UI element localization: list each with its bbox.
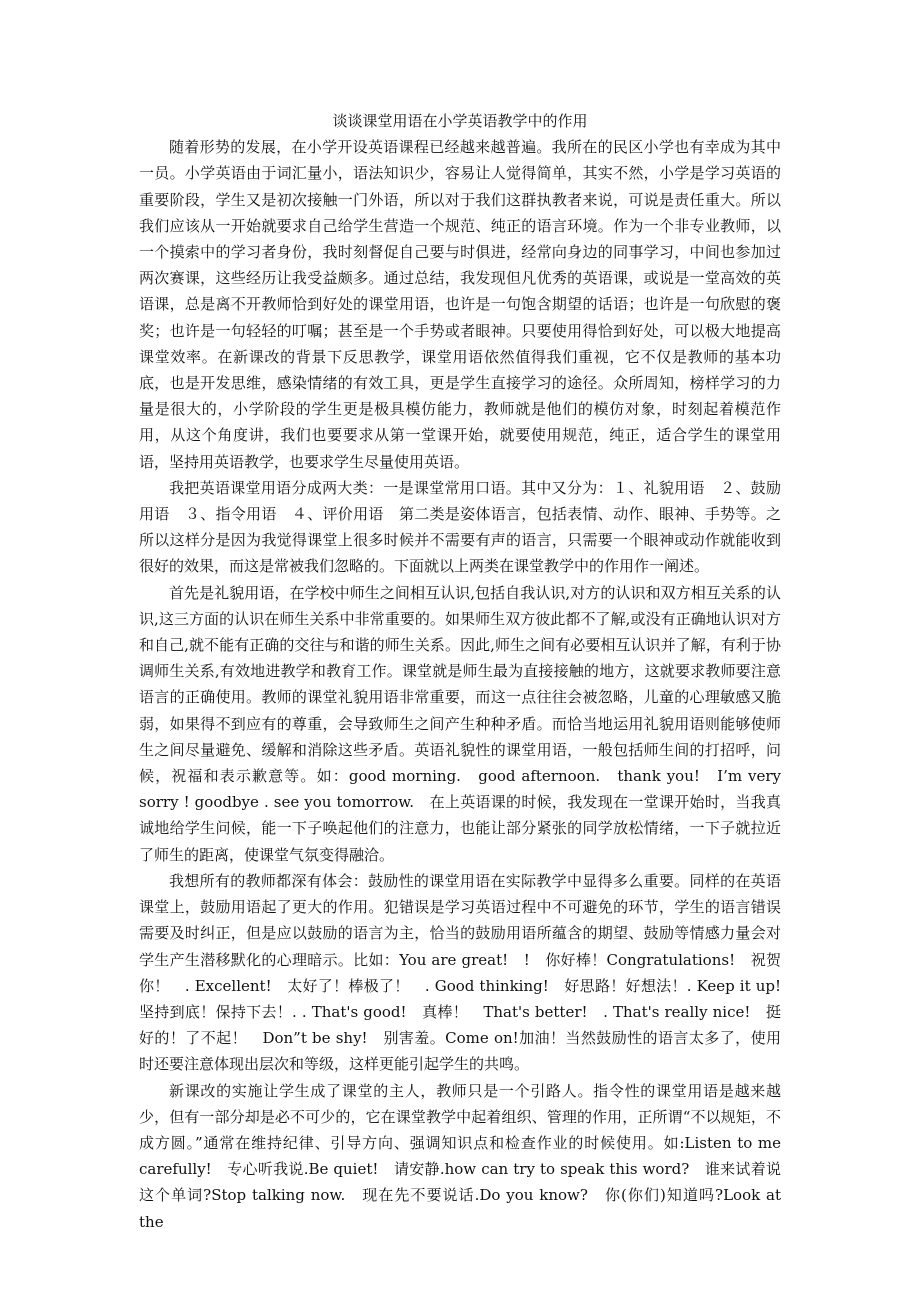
paragraph-instructions: 新课改的实施让学生成了课堂的主人，教师只是一个引路人。指令性的课堂用语是越来越少，但有一部分却是必不可少的，它在课堂教学中起着组织、管理的作用，正所谓“不以规矩，不成方圆。”通常在维持纪律、引导方向、强调知识点和检查作业的时候使用。如:Listen to me carefully! 专心听我说.Be quiet! 请安静.how can try to speak this word? 谁来试着说这个单词?Stop talking now. 现在先不要说话.Do you know? 你(你们)知道吗?Look at the [139, 1081, 781, 1231]
document-title: 谈谈课堂用语在小学英语教学中的作用 [332, 112, 588, 130]
paragraph-encouragement: 我想所有的教师都深有体会：鼓励性的课堂用语在实际教学中显得多么重要。同样的在英语课堂上，鼓励用语起了更大的作用。犯错误是学习英语过程中不可避免的环节，学生的语言错误需要及时纠正，但是应以鼓励的语言为主，恰当的鼓励用语所蕴含的期望、鼓励等情感力量会对学生产生潜移默化的心理暗示。比如：You are great! ! 你好棒！Congratulations! 祝贺你！ . Excellent! 太好了！棒极了！ . Good thinking! 好思路！好想法！. Keep it up!坚持到底！保持下去！. . That's good! 真棒！ That's better! . That's really nice! 挺好的！了不起！ Don”t be shy! 别害羞。Come on!加油！当然鼓励性的语言太多了，使用时还要注意体现出层次和等级，这样更能引起学生的共鸣。 [139, 871, 781, 1074]
document-page [139, 108, 781, 1235]
paragraph-polite-language: 首先是礼貌用语，在学校中师生之间相互认识,包括自我认识,对方的认识和双方相互关系的认识,这三方面的认识在师生关系中非常重要的。如果师生双方彼此都不了解,或没有正确地认识对方和自己,就不能有正确的交往与和谐的师生关系。因此,师生之间有必要相互认识并了解，有利于协调师生关系,有效地进教学和教育工作。课堂就是师生最为直接接触的地方，这就要求教师要注意语言的正确使用。教师的课堂礼貌用语非常重要，而这一点往往会被忽略，儿童的心理敏感又脆弱，如果得不到应有的尊重，会导致师生之间产生种种矛盾。而恰当地运用礼貌用语则能够使师生之间尽量避免、缓解和消除这些矛盾。英语礼貌性的课堂用语，一般包括师生间的打招呼，问候，祝福和表示歉意等。如：good morning. good afternoon. thank you! I’m very sorry ! goodbye . see you tomorrow. 在上英语课的时候，我发现在一堂课开始时，当我真诚地给学生问候，能一下子唤起他们的注意力，也能让部分紧张的同学放松情绪，一下子就拉近了师生的距离，使课堂气氛变得融洽。 [139, 583, 781, 864]
paragraph-categories: 我把英语课堂用语分成两大类：一是课堂常用口语。其中又分为：１、礼貌用语 ２、鼓励用语 ３、指令用语 ４、评价用语 第二类是姿体语言，包括表情、动作、眼神、手势等。之所以这样分是因为我觉得课堂上很多时候并不需要有声的语言，只需要一个眼神或动作就能收到很好的效果，而这是常被我们忽略的。下面就以上两类在课堂教学中的作用作一阐述。 [139, 478, 781, 576]
paragraph-intro: 随着形势的发展，在小学开设英语课程已经越来越普遍。我所在的民区小学也有幸成为其中一员。小学英语由于词汇量小，语法知识少，容易让人觉得简单，其实不然，小学是学习英语的重要阶段，学生又是初次接触一门外语，所以对于我们这群执教者来说，可说是责任重大。所以我们应该从一开始就要求自己给学生营造一个规范、纯正的语言环境。作为一个非专业教师，以一个摸索中的学习者身份，我时刻督促自己要与时俱进，经常向身边的同事学习，中间也参加过两次赛课，这些经历让我受益颇多。通过总结，我发现但凡优秀的英语课，或说是一堂高效的英语课，总是离不开教师恰到好处的课堂用语，也许是一句饱含期望的话语；也许是一句欣慰的褒奖；也许是一句轻轻的叮嘱；甚至是一个手势或者眼神。只要使用得恰到好处，可以极大地提高课堂效率。在新课改的背景下反思教学，课堂用语依然值得我们重视，它不仅是教师的基本功底，也是开发思维，感染情绪的有效工具，更是学生直接学习的途径。众所周知，榜样学习的力量是很大的，小学阶段的学生更是极具模仿能力，教师就是他们的模仿对象，时刻起着模范作用，从这个角度讲，我们也要要求从第一堂课开始，就要使用规范，纯正，适合学生的课堂用语，坚持用英语教学，也要求学生尽量使用英语。 [139, 138, 781, 471]
